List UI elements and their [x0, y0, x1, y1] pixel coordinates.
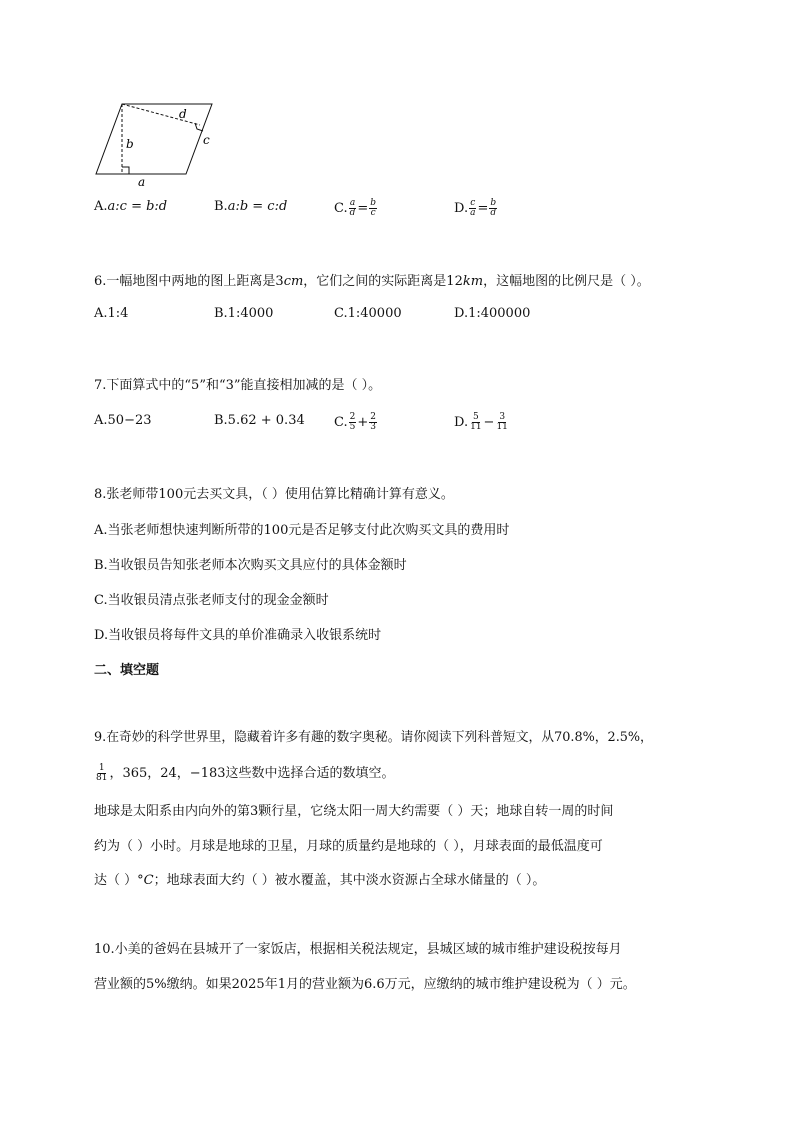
- q6-option-a[interactable]: A.1:4: [94, 306, 129, 321]
- q5-option-a[interactable]: A.a:c = b:d: [94, 199, 168, 214]
- section-title: 二、填空题: [94, 663, 160, 678]
- q9-line-4: 约为（ ）小时。月球是地球的卫星，月球的质量约是地球的（ ），月球表面的最低温度可: [94, 839, 603, 854]
- q5-options: [94, 199, 574, 218]
- q10-line-1: 10.小美的爸妈在县城开了一家饭店，根据相关税法规定，县城区域的城市维护建设税按每月: [94, 942, 622, 957]
- q8-option-c[interactable]: C.当收银员清点张老师支付的现金金额时: [94, 593, 329, 608]
- q5-option-c[interactable]: C. $\frac{a}{d}$ = $\frac{b}{c}$: [334, 198, 377, 218]
- label-d: d: [179, 107, 187, 121]
- q6-option-b[interactable]: B.1:4000: [214, 306, 274, 321]
- q7-question: 7.下面算式中的“5”和“3”能直接相加减的是（ ）。: [94, 378, 382, 393]
- q5-option-b[interactable]: B.a:b = c:d: [214, 199, 288, 214]
- q7-option-b[interactable]: B.5.62 + 0.34: [214, 413, 305, 428]
- q7-option-a[interactable]: A.50−23: [94, 413, 152, 428]
- q8-question: 8.张老师带100元去买文具，（ ）使用估算比精确计算有意义。: [94, 487, 454, 502]
- q8-option-d[interactable]: D.当收银员将每件文具的单价准确录入收银系统时: [94, 628, 382, 643]
- parallelogram-figure: [90, 96, 220, 188]
- q6-question: 6.一幅地图中两地的图上距离是3cm，它们之间的实际距离是12km，这幅地图的比例尺是（ ）。: [94, 274, 650, 289]
- q5-option-d[interactable]: D. $\frac{c}{a}$ = $\frac{b}{d}$: [454, 198, 497, 218]
- q10-line-2: 营业额的5%缴纳。如果2025年1月的营业额为6.6万元，应缴纳的城市维护建设税为（ ）元。: [94, 977, 636, 992]
- q7-option-c[interactable]: C. $\frac{2}{5}$ + $\frac{2}{3}$: [334, 412, 376, 432]
- q6-option-d[interactable]: D.1:400000: [454, 306, 531, 321]
- q9-line-2: $\frac{1}{81}$ ，365，24，−183这些数中选择合适的数填空。: [96, 763, 395, 783]
- q6-options: [94, 306, 574, 321]
- label-a: a: [138, 175, 146, 188]
- q8-option-b[interactable]: B.当收银员告知张老师本次购买文具应付的具体金额时: [94, 558, 407, 573]
- q9-line-5: 达（ ）°C；地球表面大约（ ）被水覆盖，其中淡水资源占全球水储量的（ ）。: [94, 873, 546, 888]
- label-c: c: [203, 133, 210, 147]
- q8-option-a[interactable]: A.当张老师想快速判断所带的100元是否足够支付此次购买文具的费用时: [94, 523, 510, 538]
- q7-options: [94, 413, 574, 432]
- label-b: b: [126, 137, 134, 151]
- q9-line-3: 地球是太阳系由内向外的第3颗行星，它绕太阳一周大约需要（ ）天；地球自转一周的时间: [94, 804, 614, 819]
- q7-option-d[interactable]: D. $\frac{5}{11}$ − $\frac{3}{11}$: [454, 412, 508, 432]
- q6-option-c[interactable]: C.1:40000: [334, 306, 402, 321]
- q9-line-1: 9.在奇妙的科学世界里，隐藏着许多有趣的数字奥秘。请你阅读下列科普短文，从70.8%，2.5%，: [94, 730, 653, 745]
